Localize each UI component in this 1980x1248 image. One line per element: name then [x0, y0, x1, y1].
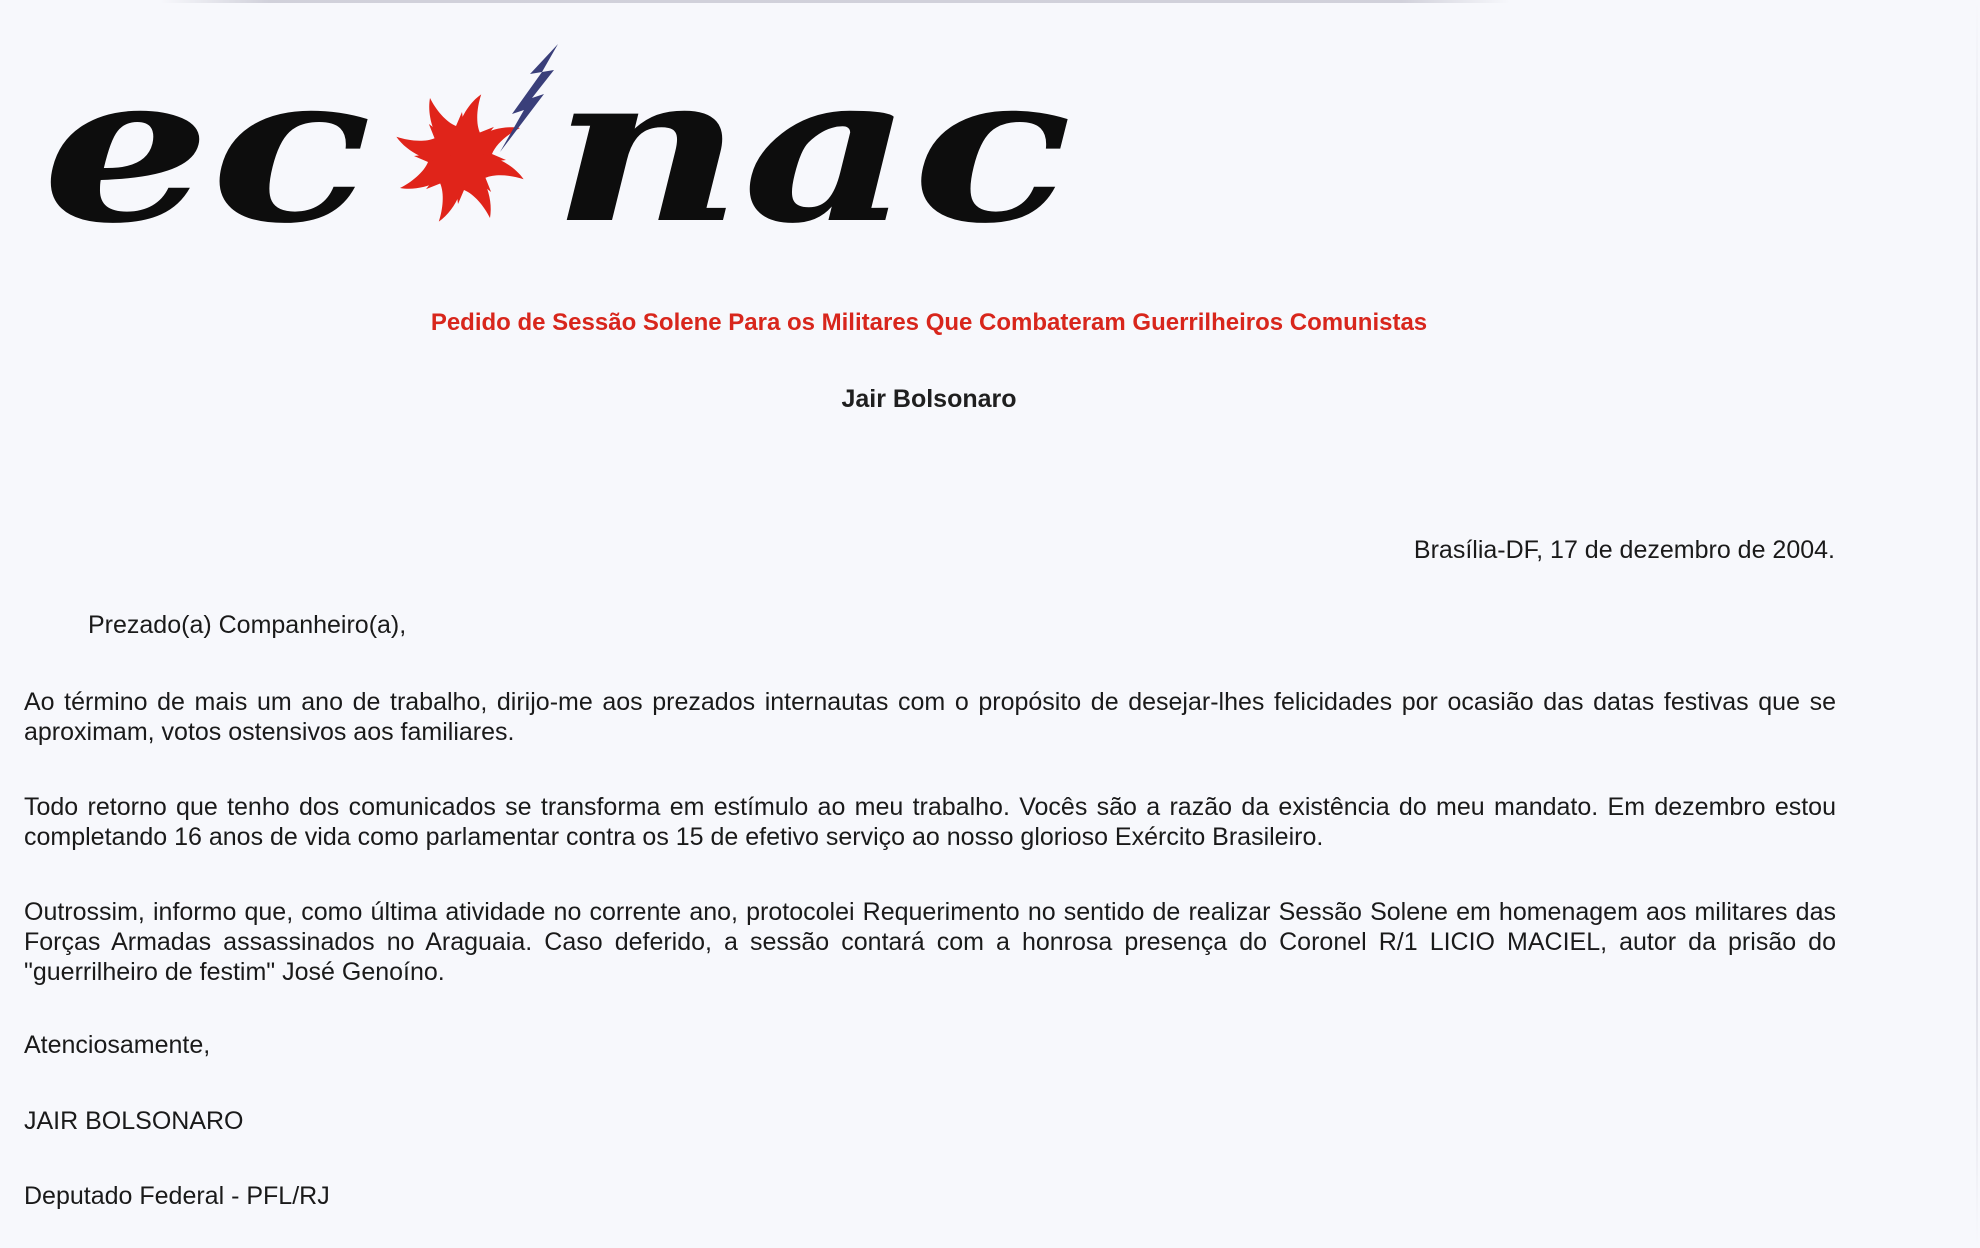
closing-line: Atenciosamente,: [24, 1031, 211, 1059]
pinwheel-icon: [396, 94, 524, 222]
paragraph: Outrossim, informo que, como última atividade no corrente ano, protocolei Requerimento no sentido de realizar Sessão Solene em homenagem aos militares das Forças Armadas assassinados no Araguaia. Caso deferido, a sessão contará com a honrosa presença do Coronel R/1 LICIO MACIEL, autor da prisão do "guerrilheiro de festim" José Genoíno.: [24, 898, 1836, 986]
econac-logo: [42, 40, 1082, 255]
paragraph: Todo retorno que tenho dos comunicados se transforma em estímulo ao meu trabalho. Vocês são a razão da existência do meu mandato. Em dezembro estou completando 16 anos de vida como parlamentar contra os 15 de efetivo serviço ao nosso glorioso Exército Brasileiro.: [24, 793, 1836, 851]
document-author: Jair Bolsonaro: [841, 385, 1017, 413]
lightning-bolt-icon: [500, 44, 558, 152]
document-date: Brasília-DF, 17 de dezembro de 2004.: [1413, 536, 1835, 564]
svg-text:nac: nac: [552, 40, 1072, 255]
right-edge-divider: [1976, 0, 1978, 1248]
svg-text:ec: ec: [42, 40, 372, 255]
top-divider: [160, 0, 1510, 3]
paragraph: Ao término de mais um ano de trabalho, dirijo-me aos prezados internautas com o propósito de desejar-lhes felicidades por ocasião das datas festivas que se aproximam, votos ostensivos aos familiares.: [24, 688, 1836, 746]
greeting: Prezado(a) Companheiro(a),: [88, 611, 407, 639]
signature-name: JAIR BOLSONARO: [24, 1107, 244, 1135]
document-title: Pedido de Sessão Solene Para os Militares Que Combateram Guerrilheiros Comunistas: [430, 309, 1428, 336]
signature-position: Deputado Federal - PFL/RJ: [24, 1182, 330, 1210]
